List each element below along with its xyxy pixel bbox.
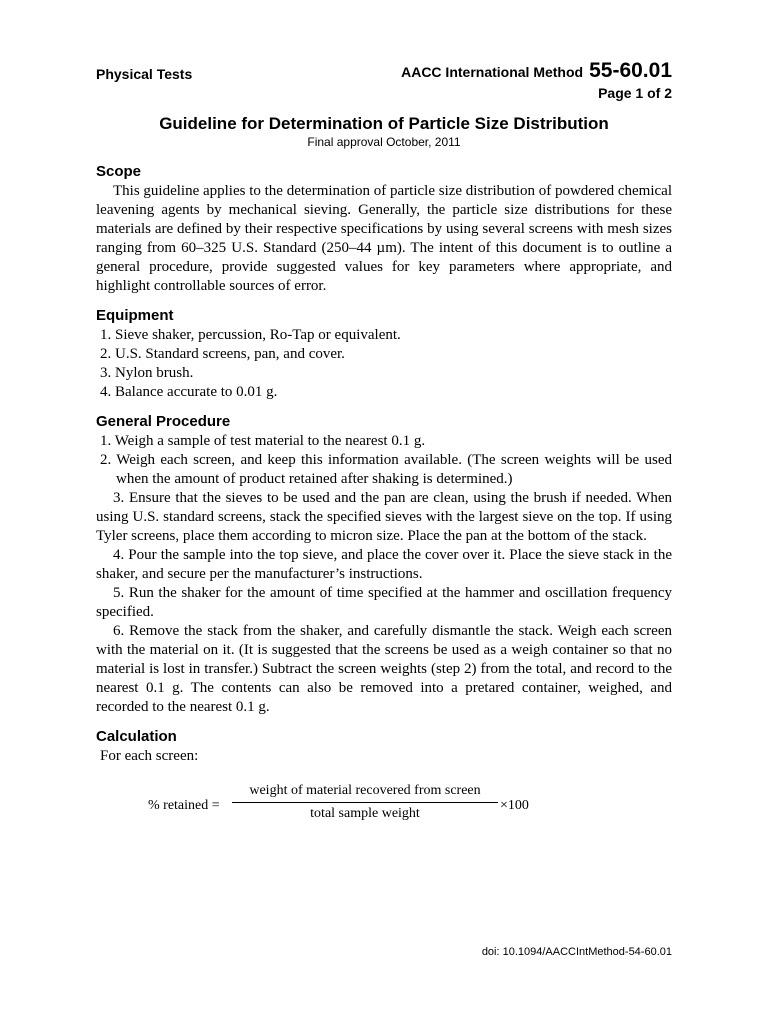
calculation-section	[96, 727, 672, 832]
calculation-heading: Calculation	[96, 728, 177, 745]
document-title: Guideline for Determination of Particle Size Distribution	[159, 114, 609, 133]
formula-rhs: ×100	[500, 798, 529, 813]
section-label: Physical Tests	[96, 66, 193, 82]
method-number: 55-60.01	[589, 59, 672, 82]
procedure-step: 3. Ensure that the sieves to be used and the pan are clean, using the brush if needed. When using U.S. standard screens, stack the specified sieves with the largest sieve on the top. If using Tyler screens, place them according to micron size. Place the pan at the bottom of the stack.	[96, 490, 672, 544]
list-item: 3. Nylon brush.	[100, 365, 194, 381]
scope-heading: Scope	[96, 163, 142, 180]
retained-formula	[96, 782, 672, 832]
method-line	[401, 58, 672, 86]
calculation-intro: For each screen:	[100, 748, 199, 764]
procedure-step: 4. Pour the sample into the top sieve, and place the cover over it. Place the sieve stack in the shaker, and secure per the manufacturer’s instructions.	[96, 547, 672, 582]
formula-fraction	[232, 782, 498, 823]
page-header	[96, 58, 672, 108]
procedure-step: 6. Remove the stack from the shaker, and carefully dismantle the stack. Weigh each screen with the material on it. (It is suggested that the screens be used as a weigh container so that no material is lost in transfer.) Subtract the screen weights (step 2) from the total, and record to the nearest 0.1 g. The contents can also be removed into a pretared container, weighed, and recorded to the nearest 0.1 g.	[96, 623, 672, 715]
equipment-list	[96, 326, 672, 402]
method-block	[401, 58, 672, 100]
equipment-section	[96, 306, 672, 402]
method-label: AACC International Method	[401, 64, 584, 80]
procedure-section	[96, 412, 672, 717]
formula-denominator: total sample weight	[310, 806, 420, 821]
scope-section	[96, 162, 672, 296]
list-item: 1. Sieve shaker, percussion, Ro-Tap or equivalent.	[100, 327, 401, 343]
procedure-step: 1. Weigh a sample of test material to the nearest 0.1 g.	[100, 433, 426, 449]
document-page	[96, 58, 672, 832]
approval-date: Final approval October, 2011	[307, 135, 461, 149]
formula-lhs: % retained =	[148, 798, 220, 813]
equipment-heading: Equipment	[96, 307, 174, 324]
scope-text: This guideline applies to the determination of particle size distribution of powdered chemical leavening agents by mechanical sieving. Generally, the particle size distributions for these materials are defined by their respective specifications by using several screens with mesh sizes ranging from 60–325 U.S. Standard (250–44 µm). The intent of this document is to outline a general procedure, provide suggested values for key parameters where appropriate, and highlight controllable sources of error.	[96, 183, 672, 294]
list-item: 4. Balance accurate to 0.01 g.	[100, 384, 278, 400]
procedure-step: 5. Run the shaker for the amount of time specified at the hammer and oscillation frequency specified.	[96, 585, 672, 620]
list-item: 2. U.S. Standard screens, pan, and cover.	[100, 346, 345, 362]
formula-numerator: weight of material recovered from screen	[249, 783, 481, 798]
procedure-step: 2. Weigh each screen, and keep this information available. (The screen weights will be used when the amount of product retained after shaking is determined.)	[100, 452, 672, 487]
doi-footer: doi: 10.1094/AACCIntMethod-54-60.01	[481, 946, 672, 958]
page-number: Page 1 of 2	[598, 85, 672, 101]
fraction-bar	[232, 802, 498, 803]
procedure-heading: General Procedure	[96, 413, 231, 430]
